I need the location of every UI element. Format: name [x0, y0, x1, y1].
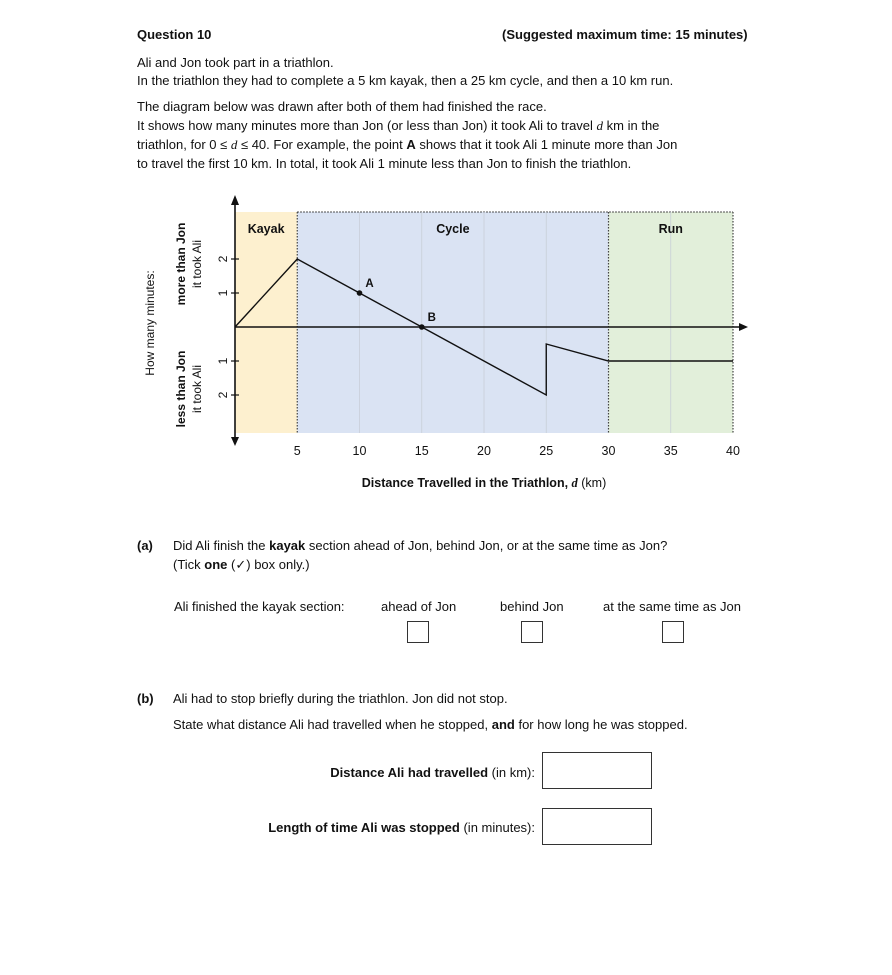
- part-a-label: (a): [137, 538, 153, 553]
- time-field-label: Length of time Ali was stopped (in minutes):: [268, 820, 535, 835]
- checkbox-behind[interactable]: [521, 621, 543, 643]
- x-tick-label-30: 30: [601, 444, 616, 458]
- section-label-cycle: Cycle: [436, 222, 470, 236]
- x-tick-label-10: 10: [352, 444, 367, 458]
- section-label-run: Run: [658, 222, 683, 236]
- y-label-top-line-2: it took Ali: [190, 239, 204, 289]
- distance-field-label: Distance Ali had travelled (in km):: [330, 765, 535, 780]
- intro-line-2: In the triathlon they had to complete a 5 km kayak, then a 25 km cycle, and then a 10 km run.: [137, 73, 674, 88]
- y-tick-label-above-1: 1: [216, 289, 231, 297]
- question-number: Question 10: [137, 27, 212, 42]
- y-tick-label-above-2: 2: [216, 255, 231, 263]
- y-tick-label-below-1: 1: [216, 357, 231, 365]
- part-a-question: Did Ali finish the kayak section ahead of Jon, behind Jon, or at the same time as Jon?: [173, 538, 668, 553]
- point-label-b: B: [427, 312, 436, 324]
- y-axis-arrow-down: [231, 437, 239, 446]
- checkbox-ahead[interactable]: [407, 621, 429, 643]
- y-label-top-line-1: more than Jon: [174, 222, 188, 306]
- y-tick-label-below-2: 2: [216, 391, 231, 399]
- time-answer-box[interactable]: [542, 808, 652, 845]
- y-axis-label-main: How many minutes:: [143, 270, 157, 376]
- x-tick-label-25: 25: [539, 444, 554, 458]
- option-behind-label: behind Jon: [500, 599, 564, 614]
- point-a: [357, 290, 363, 296]
- y-label-bottom-line-2: it took Ali: [190, 364, 204, 414]
- x-tick-label-5: 5: [293, 444, 301, 458]
- section-label-kayak: Kayak: [247, 222, 285, 236]
- intro-line-3: The diagram below was drawn after both of them had finished the race.: [137, 99, 547, 114]
- y-label-bottom-line-1: less than Jon: [174, 350, 188, 428]
- x-tick-label-35: 35: [663, 444, 678, 458]
- intro-line-1: Ali and Jon took part in a triathlon.: [137, 55, 334, 70]
- part-b-label: (b): [137, 691, 154, 706]
- distance-answer-box[interactable]: [542, 752, 652, 789]
- part-b-line-1: Ali had to stop briefly during the triathlon. Jon did not stop.: [173, 691, 508, 706]
- option-ahead-label: ahead of Jon: [381, 599, 457, 614]
- suggested-time: (Suggested maximum time: 15 minutes): [502, 27, 748, 42]
- kayak-prompt: Ali finished the kayak section:: [174, 599, 345, 614]
- x-tick-label-40: 40: [726, 444, 740, 458]
- part-a-instruction: (Tick one (✓) box only.): [173, 557, 310, 572]
- x-axis-arrow: [739, 323, 748, 331]
- x-tick-label-15: 15: [414, 444, 429, 458]
- x-axis-title: Distance Travelled in the Triathlon, d (km): [361, 476, 607, 490]
- checkbox-same-time[interactable]: [662, 621, 684, 643]
- point-label-a: A: [365, 278, 374, 290]
- y-axis-arrow-up: [231, 195, 239, 205]
- part-b-line-2: State what distance Ali had travelled when he stopped, and for how long he was stopped.: [173, 717, 688, 732]
- section-band-cycle: [297, 212, 608, 433]
- option-same-label: at the same time as Jon: [603, 599, 742, 614]
- intro-line-4: It shows how many minutes more than Jon (or less than Jon) it took Ali to travel d km in the: [137, 118, 660, 133]
- intro-line-6: to travel the first 10 km. In total, it took Ali 1 minute less than Jon to finish the triathlon.: [137, 156, 632, 171]
- section-band-kayak: [235, 212, 297, 433]
- intro-line-5: triathlon, for 0 ≤ d ≤ 40. For example, the point A shows that it took Ali 1 minute more than Jon: [137, 137, 678, 152]
- x-tick-label-20: 20: [477, 444, 491, 458]
- point-b: [419, 324, 425, 330]
